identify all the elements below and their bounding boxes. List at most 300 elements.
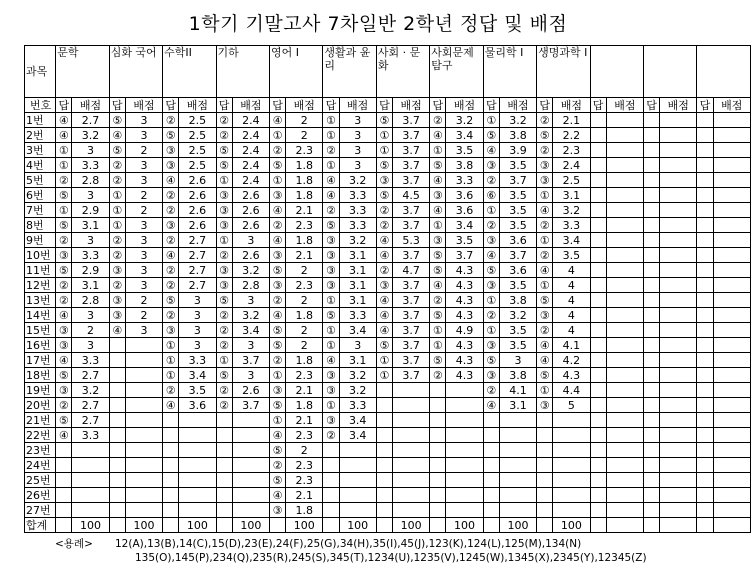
answer-cell: ④ — [376, 248, 392, 263]
answer-cell — [216, 473, 232, 488]
answer-cell: ② — [109, 158, 125, 173]
answer-cell — [590, 113, 606, 128]
question-number: 18번 — [25, 368, 56, 383]
answer-cell: ③ — [483, 368, 499, 383]
score-cell — [660, 308, 697, 323]
total-answer-cell — [376, 518, 392, 533]
table-row — [25, 233, 751, 248]
answer-cell — [590, 158, 606, 173]
answer-cell — [109, 413, 125, 428]
score-cell — [499, 443, 536, 458]
score-cell: 3.7 — [392, 248, 429, 263]
answer-cell: ⑤ — [483, 263, 499, 278]
score-cell: 2.7 — [72, 113, 109, 128]
score-cell: 2.7 — [72, 368, 109, 383]
score-cell: 1.8 — [286, 353, 323, 368]
answer-cell — [697, 503, 713, 518]
score-cell — [660, 398, 697, 413]
score-cell: 3 — [125, 218, 162, 233]
answer-cell: ① — [163, 353, 179, 368]
score-cell: 3.2 — [339, 233, 376, 248]
question-number: 5번 — [25, 173, 56, 188]
answer-cell: ④ — [323, 188, 339, 203]
answer-cell: ② — [163, 188, 179, 203]
answer-cell — [590, 248, 606, 263]
score-cell — [232, 413, 269, 428]
score-cell — [660, 128, 697, 143]
score-cell: 2.7 — [179, 278, 216, 293]
score-cell — [713, 338, 750, 353]
table-row — [25, 188, 751, 203]
answer-cell — [430, 488, 446, 503]
score-cell — [72, 458, 109, 473]
question-number: 23번 — [25, 443, 56, 458]
table-row — [25, 113, 751, 128]
score-cell: 3 — [72, 308, 109, 323]
score-cell: 3.4 — [446, 128, 483, 143]
score-label: 배점 — [339, 98, 376, 113]
answer-cell — [697, 338, 713, 353]
answer-cell — [56, 458, 72, 473]
answer-cell: ④ — [430, 203, 446, 218]
score-cell — [660, 413, 697, 428]
answer-cell: ② — [216, 398, 232, 413]
subject-name: 심화 국어 — [109, 46, 162, 98]
question-number: 7번 — [25, 203, 56, 218]
score-cell — [713, 143, 750, 158]
score-cell: 3.3 — [339, 218, 376, 233]
question-number: 13번 — [25, 293, 56, 308]
answer-cell: ⑤ — [269, 398, 285, 413]
answer-cell — [643, 248, 659, 263]
answer-cell: ⑤ — [56, 368, 72, 383]
answer-cell: ① — [323, 158, 339, 173]
answer-cell — [537, 443, 553, 458]
score-cell — [125, 458, 162, 473]
score-label: 배점 — [72, 98, 109, 113]
answer-cell — [376, 473, 392, 488]
score-cell — [606, 113, 643, 128]
answer-cell: ③ — [430, 233, 446, 248]
answer-cell: ③ — [537, 158, 553, 173]
score-cell — [660, 353, 697, 368]
answer-cell: ③ — [323, 278, 339, 293]
score-cell: 3.5 — [499, 218, 536, 233]
table-row — [25, 443, 751, 458]
score-cell: 3.2 — [499, 113, 536, 128]
score-cell — [660, 203, 697, 218]
score-cell: 3 — [232, 338, 269, 353]
score-cell: 2.4 — [232, 158, 269, 173]
answer-cell: ③ — [56, 248, 72, 263]
score-cell: 4 — [553, 278, 590, 293]
score-cell: 3 — [125, 323, 162, 338]
score-cell: 2.3 — [286, 368, 323, 383]
score-cell — [713, 218, 750, 233]
score-cell — [713, 383, 750, 398]
answer-cell — [590, 443, 606, 458]
answer-cell — [163, 473, 179, 488]
question-number: 6번 — [25, 188, 56, 203]
answer-cell — [697, 233, 713, 248]
total-score — [660, 518, 697, 533]
answer-cell: ④ — [163, 398, 179, 413]
score-cell — [713, 293, 750, 308]
answer-cell — [697, 443, 713, 458]
table-row — [25, 248, 751, 263]
answer-cell: ④ — [163, 173, 179, 188]
score-cell: 2 — [72, 323, 109, 338]
score-cell — [713, 353, 750, 368]
answer-cell — [590, 398, 606, 413]
answer-cell — [537, 488, 553, 503]
score-cell — [72, 473, 109, 488]
answer-cell: ⑤ — [430, 248, 446, 263]
answer-cell: ④ — [163, 248, 179, 263]
score-cell — [446, 413, 483, 428]
answer-cell: ③ — [483, 233, 499, 248]
score-cell: 3 — [232, 368, 269, 383]
answer-cell: ③ — [109, 308, 125, 323]
table-row — [25, 428, 751, 443]
score-cell: 3.7 — [392, 113, 429, 128]
score-cell: 2.3 — [286, 458, 323, 473]
answer-cell: ① — [269, 173, 285, 188]
score-cell — [606, 173, 643, 188]
score-cell — [713, 203, 750, 218]
answer-cell — [697, 143, 713, 158]
score-cell — [606, 308, 643, 323]
answer-cell — [643, 398, 659, 413]
score-cell: 2 — [125, 293, 162, 308]
score-cell: 3.3 — [72, 353, 109, 368]
answer-cell — [483, 413, 499, 428]
answer-cell: ② — [163, 233, 179, 248]
answer-cell — [590, 473, 606, 488]
score-cell: 3.2 — [339, 173, 376, 188]
answer-cell: ① — [56, 158, 72, 173]
score-cell — [446, 488, 483, 503]
score-cell: 4.3 — [446, 308, 483, 323]
answer-cell — [697, 113, 713, 128]
subject-name: 기하 — [216, 46, 269, 98]
answer-cell — [590, 413, 606, 428]
score-cell: 3.7 — [232, 398, 269, 413]
answer-cell — [643, 383, 659, 398]
answer-cell — [537, 473, 553, 488]
answer-cell — [590, 338, 606, 353]
score-cell: 3.2 — [339, 383, 376, 398]
answer-cell — [643, 353, 659, 368]
score-cell — [179, 413, 216, 428]
score-cell: 3.6 — [179, 398, 216, 413]
score-cell: 3.5 — [446, 143, 483, 158]
answer-cell: ③ — [376, 173, 392, 188]
answer-cell: ④ — [56, 308, 72, 323]
answer-cell: ④ — [376, 233, 392, 248]
question-number: 12번 — [25, 278, 56, 293]
answer-label: 답 — [537, 98, 553, 113]
answer-cell: ⑤ — [269, 323, 285, 338]
score-cell: 3.8 — [446, 158, 483, 173]
answer-cell: ② — [323, 428, 339, 443]
answer-cell: ② — [109, 173, 125, 188]
question-number: 11번 — [25, 263, 56, 278]
score-cell: 3 — [339, 128, 376, 143]
total-answer-cell — [537, 518, 553, 533]
answer-cell — [643, 368, 659, 383]
score-cell: 1.8 — [286, 233, 323, 248]
answer-cell — [376, 398, 392, 413]
score-cell — [660, 143, 697, 158]
table-row — [25, 383, 751, 398]
score-cell — [713, 278, 750, 293]
score-cell: 2.4 — [232, 113, 269, 128]
total-score — [713, 518, 750, 533]
table-row — [25, 143, 751, 158]
answer-cell: ② — [56, 233, 72, 248]
score-cell — [125, 398, 162, 413]
subject-name: 사회 · 문화 — [376, 46, 429, 98]
answer-label: 답 — [56, 98, 72, 113]
score-cell — [606, 293, 643, 308]
answer-cell — [590, 143, 606, 158]
score-cell: 2.6 — [232, 218, 269, 233]
answer-cell — [56, 488, 72, 503]
answer-cell: ① — [323, 128, 339, 143]
score-cell — [660, 473, 697, 488]
answer-cell — [109, 473, 125, 488]
score-cell — [606, 263, 643, 278]
answer-key-table — [24, 45, 751, 533]
subject-name: 문학 — [56, 46, 109, 98]
answer-cell: ② — [269, 458, 285, 473]
answer-cell: ③ — [323, 248, 339, 263]
score-cell — [660, 428, 697, 443]
answer-cell: ③ — [56, 383, 72, 398]
score-cell: 2.1 — [553, 113, 590, 128]
answer-cell — [483, 443, 499, 458]
score-cell: 3.5 — [446, 233, 483, 248]
answer-cell: ⑤ — [269, 443, 285, 458]
answer-cell — [697, 128, 713, 143]
answer-cell: ④ — [376, 293, 392, 308]
answer-cell: ④ — [430, 128, 446, 143]
total-row — [25, 518, 751, 533]
score-cell — [125, 338, 162, 353]
answer-cell — [697, 173, 713, 188]
question-number: 27번 — [25, 503, 56, 518]
score-cell: 3 — [499, 353, 536, 368]
answer-cell — [697, 398, 713, 413]
answer-cell — [697, 413, 713, 428]
answer-cell — [483, 503, 499, 518]
answer-cell: ② — [483, 383, 499, 398]
score-cell: 2.8 — [72, 293, 109, 308]
score-cell — [713, 368, 750, 383]
answer-cell: ④ — [483, 398, 499, 413]
score-cell: 3 — [179, 338, 216, 353]
subject-name: 수학II — [163, 46, 216, 98]
score-cell — [660, 113, 697, 128]
score-cell — [606, 188, 643, 203]
score-cell — [499, 428, 536, 443]
answer-cell: ④ — [430, 173, 446, 188]
score-cell: 3.5 — [553, 248, 590, 263]
answer-cell — [216, 413, 232, 428]
score-cell — [713, 458, 750, 473]
answer-cell — [483, 488, 499, 503]
answer-cell: ③ — [269, 248, 285, 263]
score-cell — [125, 488, 162, 503]
score-cell — [392, 503, 429, 518]
answer-cell: ② — [56, 293, 72, 308]
answer-cell — [376, 428, 392, 443]
score-cell — [713, 158, 750, 173]
score-cell — [72, 488, 109, 503]
total-score: 100 — [232, 518, 269, 533]
answer-cell: ③ — [216, 263, 232, 278]
score-cell: 3.6 — [446, 203, 483, 218]
score-cell: 3.2 — [72, 128, 109, 143]
score-cell: 3 — [125, 113, 162, 128]
score-cell — [499, 503, 536, 518]
answer-cell — [483, 458, 499, 473]
total-score: 100 — [499, 518, 536, 533]
score-cell: 3.7 — [392, 278, 429, 293]
answer-cell — [697, 323, 713, 338]
table-row — [25, 203, 751, 218]
answer-cell: ① — [483, 323, 499, 338]
answer-cell: ⑤ — [216, 293, 232, 308]
legend-line-2: 135(O),145(P),234(Q),235(R),245(S),345(T),1234(U),1235(V),1245(W),1345(X),2345(Y),12345(Z) — [135, 552, 647, 564]
question-number: 20번 — [25, 398, 56, 413]
answer-cell: ⑤ — [163, 128, 179, 143]
score-cell: 4.1 — [499, 383, 536, 398]
score-cell: 3.3 — [72, 158, 109, 173]
score-label: 배점 — [660, 98, 697, 113]
total-score: 100 — [392, 518, 429, 533]
answer-cell: ⑤ — [483, 353, 499, 368]
question-number: 22번 — [25, 428, 56, 443]
answer-cell: ③ — [163, 323, 179, 338]
score-cell: 2 — [286, 338, 323, 353]
answer-cell: ③ — [430, 188, 446, 203]
answer-cell: ① — [56, 143, 72, 158]
answer-cell: ④ — [109, 128, 125, 143]
total-score — [606, 518, 643, 533]
answer-cell — [643, 143, 659, 158]
question-number: 10번 — [25, 248, 56, 263]
score-label: 배점 — [553, 98, 590, 113]
score-cell: 3.7 — [392, 173, 429, 188]
score-cell — [553, 428, 590, 443]
score-cell: 2.8 — [72, 173, 109, 188]
score-cell: 4.7 — [392, 263, 429, 278]
total-answer-cell — [643, 518, 659, 533]
score-cell — [179, 458, 216, 473]
answer-cell: ④ — [483, 248, 499, 263]
score-cell: 3.4 — [553, 233, 590, 248]
answer-cell — [537, 503, 553, 518]
answer-cell: ① — [216, 353, 232, 368]
answer-cell: ⑤ — [109, 143, 125, 158]
answer-cell — [323, 503, 339, 518]
answer-cell: ② — [163, 263, 179, 278]
score-cell: 3 — [179, 308, 216, 323]
total-answer-cell — [697, 518, 713, 533]
score-cell: 4.3 — [446, 278, 483, 293]
answer-cell: ② — [323, 143, 339, 158]
score-cell — [125, 443, 162, 458]
score-cell: 2.3 — [286, 218, 323, 233]
answer-cell: ④ — [269, 113, 285, 128]
score-cell: 3.3 — [339, 308, 376, 323]
score-cell: 3 — [339, 158, 376, 173]
score-cell: 3.3 — [72, 248, 109, 263]
subject-name: 영어 I — [269, 46, 322, 98]
answer-cell — [643, 473, 659, 488]
score-cell: 2.3 — [286, 428, 323, 443]
total-answer-cell — [216, 518, 232, 533]
score-cell — [713, 263, 750, 278]
answer-cell — [590, 428, 606, 443]
answer-cell: ④ — [376, 308, 392, 323]
score-cell: 2.8 — [232, 278, 269, 293]
score-cell: 2.7 — [179, 263, 216, 278]
answer-cell — [430, 503, 446, 518]
answer-label: 답 — [430, 98, 446, 113]
answer-cell: ① — [323, 293, 339, 308]
answer-cell: ⑤ — [269, 338, 285, 353]
answer-cell — [216, 428, 232, 443]
answer-cell — [590, 293, 606, 308]
answer-cell: ④ — [323, 353, 339, 368]
answer-cell — [643, 173, 659, 188]
table-row — [25, 488, 751, 503]
answer-cell: ② — [163, 203, 179, 218]
answer-label: 답 — [109, 98, 125, 113]
answer-cell — [590, 233, 606, 248]
answer-cell — [697, 353, 713, 368]
answer-cell: ② — [163, 113, 179, 128]
answer-cell: ⑤ — [537, 128, 553, 143]
answer-cell: ② — [376, 263, 392, 278]
answer-cell: ③ — [323, 368, 339, 383]
score-cell: 3.7 — [392, 128, 429, 143]
score-cell — [125, 368, 162, 383]
score-cell: 2.7 — [179, 233, 216, 248]
score-cell — [606, 413, 643, 428]
answer-cell: ② — [483, 308, 499, 323]
score-cell: 4.3 — [446, 368, 483, 383]
table-row — [25, 338, 751, 353]
table-row — [25, 503, 751, 518]
answer-cell — [163, 428, 179, 443]
score-cell — [339, 443, 376, 458]
answer-cell — [216, 458, 232, 473]
question-number: 26번 — [25, 488, 56, 503]
answer-cell: ② — [163, 278, 179, 293]
answer-cell: ① — [376, 128, 392, 143]
answer-cell — [643, 158, 659, 173]
answer-cell: ③ — [56, 323, 72, 338]
table-row — [25, 293, 751, 308]
answer-cell: ③ — [269, 188, 285, 203]
score-cell: 3.3 — [339, 398, 376, 413]
score-cell: 3.1 — [553, 188, 590, 203]
answer-cell — [376, 383, 392, 398]
